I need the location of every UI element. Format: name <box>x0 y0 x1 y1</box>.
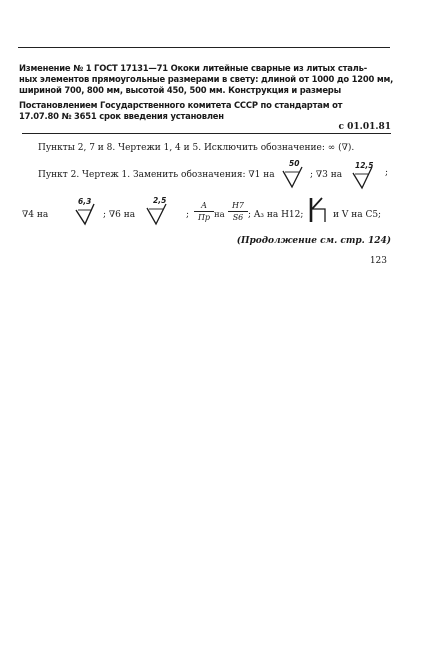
roughness-symbol-1 <box>281 159 305 189</box>
paragraph-2-mid3: ; <box>186 210 190 220</box>
decree-line-1: Постановлением Государственного комитета СССР по стандартам от <box>19 100 343 110</box>
decree-line-2: 17.07.80 № 3651 срок введения установлен <box>19 111 224 121</box>
roughness-symbol-3 <box>72 196 98 226</box>
roughness-symbol-2 <box>350 161 376 191</box>
paragraph-2-tail1: ; <box>385 168 389 178</box>
check-mark-icon <box>72 196 98 226</box>
roughness-value-4: 2,5 <box>153 196 167 205</box>
top-rule <box>18 47 390 48</box>
fraction-a-pr <box>194 201 214 222</box>
paragraph-2-mid5: и V на C5; <box>333 210 382 220</box>
fraction-numerator: H7 <box>231 201 245 210</box>
header-line-2: ных элементов прямоугольные размерами в свету: длиной от 1000 до 1200 мм, <box>19 74 394 84</box>
fraction-denominator: S6 <box>232 213 244 222</box>
roughness-value-3: 6,3 <box>78 197 92 206</box>
paragraph-2-row2-start: ∇4 на <box>22 210 49 220</box>
check-mark-icon <box>145 196 169 226</box>
roughness-value-2: 12,5 <box>355 161 374 170</box>
fraction-h7-s6 <box>228 201 248 222</box>
roughness-symbol-4 <box>145 196 169 226</box>
continuation-note: (Продолжение см. стр. 124) <box>236 236 391 246</box>
date-rule <box>22 133 391 134</box>
check-mark-icon <box>281 159 305 189</box>
page-number: 123 <box>369 256 387 266</box>
header-line-1: Изменение № 1 ГОСТ 17131—71 Ококи литейные сварные из литых сталь- <box>19 63 367 73</box>
paragraph-2-mid1: ; ∇3 на <box>310 170 343 180</box>
fraction-denominator: Пр <box>197 213 211 222</box>
effective-date: с 01.01.81 <box>338 122 391 132</box>
bracket-symbol-icon <box>308 196 328 224</box>
paragraph-1: Пункты 2, 7 и 8. Чертежи 1, 4 и 5. Исключить обозначение: ∞ (∇). <box>38 143 355 153</box>
check-mark-icon <box>350 161 376 191</box>
paragraph-2-mid2: ; ∇6 на <box>103 210 136 220</box>
header-line-3: шириной 700, 800 мм, высотой 450, 500 мм. Конструкция и размеры <box>19 85 341 95</box>
paragraph-2-intro: Пункт 2. Чертеж 1. Заменить обозначения: ∇1 на <box>38 170 275 180</box>
roughness-value-1: 50 <box>289 159 300 168</box>
fraction-numerator: A <box>201 201 207 210</box>
paragraph-2-na1: на <box>214 210 225 220</box>
paragraph-2-mid4: ; A₃ на H12; <box>248 210 304 220</box>
